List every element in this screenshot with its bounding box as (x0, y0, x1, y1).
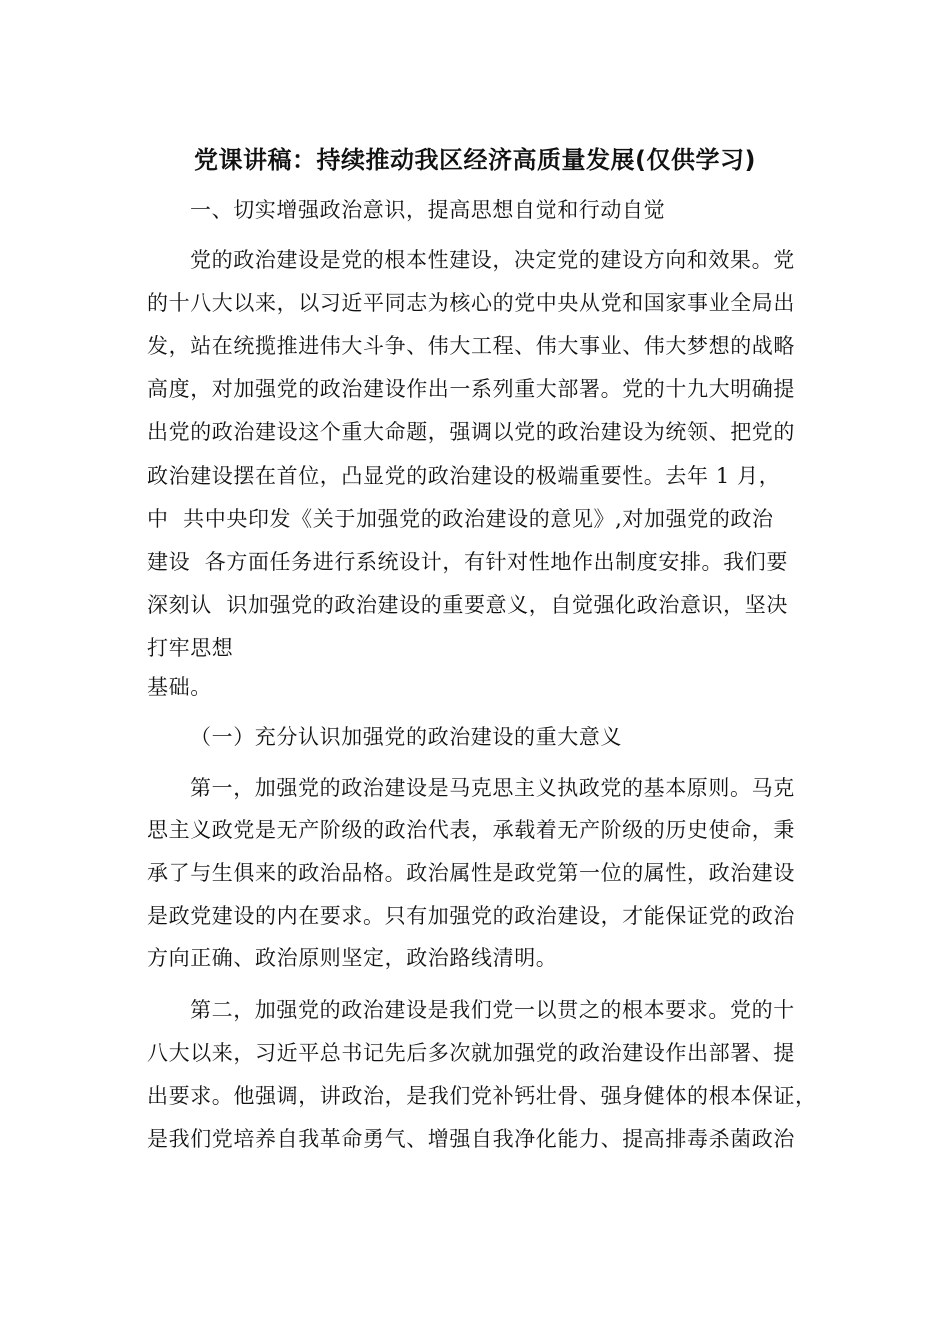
paragraph-line: 中 共中央印发《关于加强党的政治建设的意见》,对加强党的政治 (147, 507, 774, 531)
paragraph-line: 党的政治建设是党的根本性建设，决定党的建设方向和效果。党 (190, 248, 795, 272)
paragraph-line: 第一，加强党的政治建设是马克思主义执政党的基本原则。马克 (190, 776, 795, 800)
subheading: （一）充分认识加强党的政治建设的重大意义 (190, 725, 622, 749)
paragraph-line: 方向正确、政治原则坚定，政治路线清明。 (147, 946, 558, 970)
paragraph-line: 第二，加强党的政治建设是我们党一以贯之的根本要求。党的十 (190, 998, 795, 1022)
paragraph-line: 高度，对加强党的政治建设作出一系列重大部署。党的十九大明确提 (147, 377, 795, 401)
paragraph-line: 政治建设摆在首位，凸显党的政治建设的极端重要性。去年 1 月， (147, 464, 781, 488)
paragraph-line: 出党的政治建设这个重大命题，强调以党的政治建设为统领、把党的 (147, 420, 795, 444)
paragraph-line: 打牢思想 (147, 636, 234, 660)
paragraph-line: 深刻认 识加强党的政治建设的重要意义，自觉强化政治意识，坚决 (147, 593, 788, 617)
paragraph-line: 出要求。他强调，讲政治，是我们党补钙壮骨、强身健体的根本保证， (147, 1084, 817, 1108)
paragraph-line: 承了与生俱来的政治品格。政治属性是政党第一位的属性，政治建设 (147, 861, 795, 885)
paragraph-line: 八大以来，习近平总书记先后多次就加强党的政治建设作出部署、提 (147, 1041, 795, 1065)
paragraph-line: 是政党建设的内在要求。只有加强党的政治建设，才能保证党的政治 (147, 904, 795, 928)
document-title: 党课讲稿：持续推动我区经济高质量发展(仅供学习) (194, 146, 756, 174)
paragraph-line: 基础。 (147, 675, 212, 699)
paragraph-line: 发，站在统揽推进伟大斗争、伟大工程、伟大事业、伟大梦想的战略 (147, 334, 795, 358)
paragraph-line: 建设 各方面任务进行系统设计，有针对性地作出制度安排。我们要 (147, 550, 788, 574)
paragraph-line: 思主义政党是无产阶级的政治代表，承载着无产阶级的历史使命，秉 (147, 818, 795, 842)
paragraph-line: 是我们党培养自我革命勇气、增强自我净化能力、提高排毒杀菌政治 (147, 1127, 795, 1151)
section-heading: 一、切实增强政治意识，提高思想自觉和行动自觉 (190, 198, 666, 222)
paragraph-line: 的十八大以来，以习近平同志为核心的党中央从党和国家事业全局出 (147, 291, 795, 315)
